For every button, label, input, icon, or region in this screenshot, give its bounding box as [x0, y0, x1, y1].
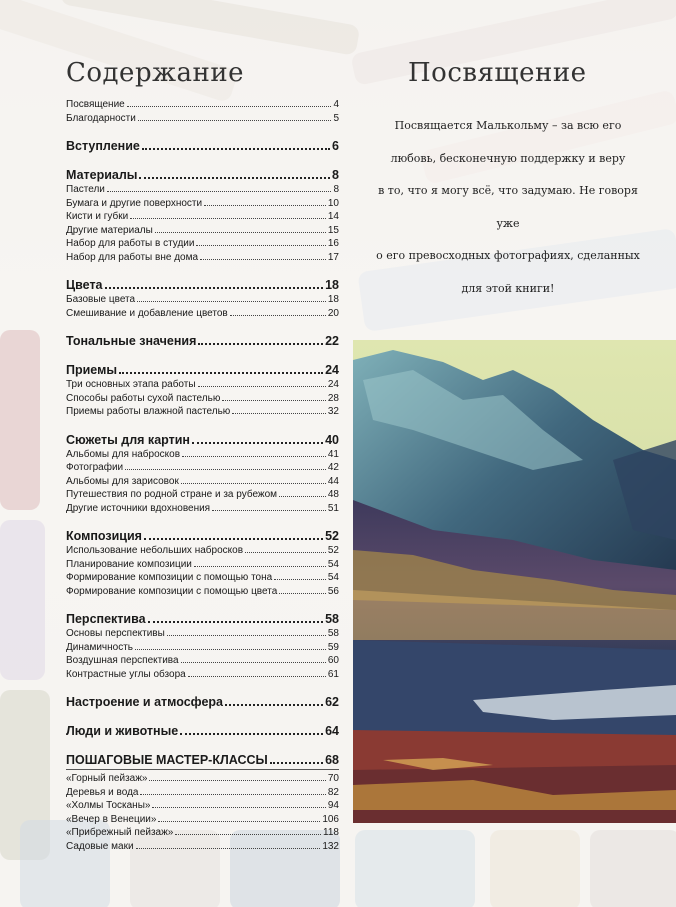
- dot-leader: [274, 579, 326, 580]
- toc-entry-page: 132: [322, 840, 339, 852]
- dot-leader: [144, 538, 323, 540]
- toc-section-heading-page: 64: [325, 724, 339, 738]
- dot-leader: [148, 621, 324, 623]
- toc-entry-page: 32: [327, 406, 339, 417]
- toc-entry-label: Формирование композиции с помощью тона: [66, 572, 273, 583]
- toc-entry-page: 4: [333, 99, 339, 110]
- toc-entry-label: Другие материалы: [66, 224, 153, 236]
- toc-section: [66, 362, 339, 419]
- toc-title: Содержание: [66, 58, 245, 88]
- toc-entry-label: Способы работы сухой пастелью: [66, 392, 221, 404]
- toc-entry-page: 118: [323, 827, 339, 838]
- toc-section-heading-page: 40: [325, 432, 339, 447]
- toc-section: [66, 138, 339, 154]
- toc-entry-label: Бумага и другие поверхности: [66, 197, 203, 209]
- toc-entry-label: «Вечер в Венеции»: [66, 813, 157, 825]
- toc-entry[interactable]: [66, 799, 339, 813]
- toc-section-heading[interactable]: [66, 611, 339, 627]
- toc-entry-page: 106: [322, 813, 339, 825]
- toc-entry[interactable]: [66, 772, 339, 786]
- toc-section: [66, 611, 339, 681]
- toc-section-heading-page: 18: [325, 278, 339, 292]
- toc-section-heading[interactable]: [66, 694, 339, 710]
- dot-leader: [152, 807, 325, 808]
- toc-entry[interactable]: [66, 544, 339, 558]
- toc-entry-page: 54: [327, 558, 339, 570]
- toc-entry-page: 28: [327, 392, 339, 404]
- toc-section: [66, 528, 339, 598]
- toc-entry[interactable]: [66, 197, 339, 211]
- toc-entry[interactable]: [66, 488, 339, 502]
- dot-leader: [212, 510, 326, 511]
- toc-entry-page: 48: [327, 489, 339, 500]
- toc-entry[interactable]: [66, 813, 339, 827]
- toc-entry[interactable]: [66, 571, 339, 585]
- toc-entry-page: 16: [327, 238, 339, 249]
- toc-entry-label: Динамичность: [66, 641, 133, 653]
- dot-leader: [245, 552, 326, 553]
- toc-entry-page: 41: [327, 448, 339, 460]
- toc-entry-page: 51: [327, 502, 339, 514]
- mountain-landscape-painting: [353, 340, 676, 823]
- dot-leader: [198, 343, 323, 345]
- toc-entry-page: 42: [327, 462, 339, 473]
- dedication-line: о его превосходных фотографиях, сделанных: [376, 249, 640, 262]
- toc-entry[interactable]: [66, 98, 339, 112]
- dot-leader: [107, 191, 332, 192]
- toc-section: [66, 432, 339, 516]
- toc-entry-page: 14: [327, 211, 339, 222]
- toc-section: [66, 723, 339, 739]
- toc-entry[interactable]: [66, 293, 339, 307]
- toc-entry-page: 70: [327, 773, 339, 784]
- toc-entry-page: 18: [327, 294, 339, 305]
- dot-leader: [196, 245, 325, 246]
- dot-leader: [105, 287, 324, 289]
- toc-entry[interactable]: [66, 461, 339, 475]
- toc-entry-label: Посвящение: [66, 99, 125, 110]
- toc-entry-label: Путешествия по родной стране и за рубежом: [66, 489, 278, 500]
- dot-leader: [194, 566, 326, 567]
- toc-entry-label: Деревья и вода: [66, 786, 139, 798]
- toc-entry-label: Приемы работы влажной пастелью: [66, 406, 231, 417]
- dot-leader: [188, 676, 326, 677]
- dot-leader: [142, 148, 330, 150]
- dot-leader: [140, 794, 325, 795]
- toc-entry-label: Три основных этапа работы: [66, 379, 196, 390]
- toc-entry-page: 56: [327, 585, 339, 597]
- toc-entry-page: 58: [327, 628, 339, 639]
- toc-entry-label: Воздушная перспектива: [66, 655, 179, 666]
- toc-section-heading-label: Композиция: [66, 529, 142, 543]
- toc-entry-label: «Холмы Тосканы»: [66, 800, 151, 811]
- toc-entry-page: 20: [327, 307, 339, 319]
- toc-section-heading-label: Тональные значения: [66, 334, 197, 348]
- toc-entry-page: 61: [327, 668, 339, 680]
- toc-section-heading[interactable]: [66, 723, 339, 739]
- dot-leader: [279, 593, 326, 594]
- toc-section-heading[interactable]: [66, 167, 339, 183]
- toc-entry-label: Набор для работы в студии: [66, 238, 195, 249]
- dot-leader: [230, 315, 326, 316]
- toc-entry[interactable]: [66, 307, 339, 321]
- toc-entry-label: Другие источники вдохновения: [66, 502, 211, 514]
- toc-entry-page: 52: [327, 545, 339, 556]
- toc-entry[interactable]: [66, 210, 339, 224]
- dedication-title: Посвящение: [408, 58, 587, 88]
- dot-leader: [204, 205, 326, 206]
- toc-entry[interactable]: [66, 641, 339, 655]
- toc-section: [66, 277, 339, 320]
- toc-entry[interactable]: [66, 183, 339, 197]
- toc-entry-label: Альбомы для набросков: [66, 448, 181, 460]
- dot-leader: [182, 456, 326, 457]
- dot-leader: [155, 232, 326, 233]
- toc-section-heading[interactable]: [66, 362, 339, 378]
- toc-section: [66, 167, 339, 264]
- dot-leader: [130, 218, 326, 219]
- toc-entry-label: Контрастные углы обзора: [66, 668, 186, 680]
- toc-entry-page: 94: [327, 800, 339, 811]
- toc-entry[interactable]: [66, 668, 339, 682]
- dot-leader: [139, 177, 330, 179]
- dot-leader: [137, 301, 326, 302]
- table-of-contents: [66, 98, 339, 853]
- toc-entry-label: Альбомы для зарисовок: [66, 475, 179, 487]
- toc-entry-label: Смешивание и добавление цветов: [66, 307, 228, 319]
- toc-entry-label: Использование небольших набросков: [66, 545, 244, 556]
- dot-leader: [136, 848, 321, 849]
- toc-section-heading-page: 52: [325, 529, 339, 543]
- toc-entry[interactable]: [66, 475, 339, 489]
- toc-entry[interactable]: [66, 392, 339, 406]
- dot-leader: [167, 635, 326, 636]
- toc-entry[interactable]: [66, 786, 339, 800]
- dot-leader: [222, 400, 326, 401]
- dot-leader: [127, 106, 332, 107]
- toc-entry-label: Фотографии: [66, 462, 124, 473]
- toc-entry[interactable]: [66, 251, 339, 265]
- toc-section-heading-page: 24: [325, 363, 339, 377]
- dot-leader: [181, 483, 326, 484]
- toc-entry-page: 17: [327, 251, 339, 263]
- toc-entry-label: Кисти и губки: [66, 211, 129, 222]
- toc-entry-label: Планирование композиции: [66, 558, 192, 570]
- toc-section-heading-label: Люди и животные: [66, 724, 179, 738]
- toc-entry-page: 59: [327, 641, 339, 653]
- dot-leader: [135, 649, 326, 650]
- toc-section: [66, 752, 339, 853]
- toc-entry-label: Формирование композиции с помощью цвета: [66, 585, 278, 597]
- toc-entry-page: 10: [327, 197, 339, 209]
- toc-entry-page: 8: [333, 184, 339, 195]
- toc-section-heading-label: ПОШАГОВЫЕ МАСТЕР-КЛАССЫ: [66, 753, 268, 767]
- toc-entry-page: 60: [327, 655, 339, 666]
- toc-entry-page: 15: [327, 224, 339, 236]
- toc-section-heading-label: Цвета: [66, 278, 103, 292]
- toc-entry[interactable]: [66, 558, 339, 572]
- dot-leader: [225, 704, 323, 706]
- toc-entry-label: Основы перспективы: [66, 628, 165, 639]
- toc-entry-label: Базовые цвета: [66, 294, 136, 305]
- toc-entry[interactable]: [66, 627, 339, 641]
- toc-section-heading-label: Сюжеты для картин: [66, 432, 190, 447]
- dot-leader: [158, 821, 320, 822]
- dedication-line: в то, что я могу всё, что задумаю. Не говоря уже: [378, 184, 638, 230]
- dot-leader: [125, 469, 326, 470]
- dot-leader: [138, 120, 332, 121]
- toc-section: [66, 694, 339, 710]
- toc-entry[interactable]: [66, 502, 339, 516]
- toc-entry-page: 5: [333, 112, 339, 124]
- toc-section-heading-page: 58: [325, 612, 339, 626]
- toc-section-heading-label: Материалы: [66, 168, 138, 182]
- toc-section: [66, 333, 339, 349]
- toc-section-heading-page: 8: [332, 168, 339, 182]
- dot-leader: [198, 386, 326, 387]
- toc-entry[interactable]: [66, 378, 339, 392]
- dot-leader: [119, 372, 323, 374]
- dedication-text: [372, 110, 644, 305]
- toc-section-heading-label: Приемы: [66, 363, 118, 377]
- dot-leader: [270, 762, 323, 764]
- toc-entry[interactable]: [66, 840, 339, 854]
- toc-section-heading-label: Перспектива: [66, 612, 146, 626]
- toc-section-heading-page: 22: [325, 334, 339, 348]
- dot-leader: [181, 662, 326, 663]
- toc-entry-page: 24: [327, 379, 339, 390]
- toc-section-heading[interactable]: [66, 432, 339, 448]
- toc-entry[interactable]: [66, 405, 339, 419]
- toc-section-heading[interactable]: [66, 528, 339, 544]
- toc-section-heading[interactable]: [66, 277, 339, 293]
- toc-section-heading-label: Вступление: [66, 139, 140, 153]
- toc-section-heading-label: Настроение и атмосфера: [66, 695, 223, 709]
- toc-entry-label: Садовые маки: [66, 840, 134, 852]
- toc-entry-page: 82: [327, 786, 339, 798]
- toc-section-heading[interactable]: [66, 333, 339, 349]
- dedication-line: для этой книги!: [461, 281, 555, 295]
- toc-entry-page: 54: [327, 572, 339, 583]
- toc-entry[interactable]: [66, 448, 339, 462]
- toc-entry[interactable]: [66, 224, 339, 238]
- toc-section-heading-page: 68: [325, 753, 339, 767]
- toc-entry-label: «Прибрежный пейзаж»: [66, 827, 174, 838]
- toc-section-heading[interactable]: [66, 138, 339, 154]
- toc-entry[interactable]: [66, 654, 339, 668]
- dot-leader: [232, 413, 326, 414]
- toc-section-heading[interactable]: [66, 752, 339, 770]
- dedication-line: Посвящается Малькольму – за всю его: [394, 119, 622, 132]
- dot-leader: [175, 834, 321, 835]
- toc-section-heading-page: 6: [332, 139, 339, 153]
- toc-entry-label: «Горный пейзаж»: [66, 773, 148, 784]
- toc-entry-page: 44: [327, 475, 339, 487]
- dot-leader: [149, 780, 325, 781]
- toc-entry[interactable]: [66, 112, 339, 126]
- dot-leader: [279, 496, 326, 497]
- toc-entry[interactable]: [66, 826, 339, 840]
- toc-entry[interactable]: [66, 237, 339, 251]
- toc-section-heading-page: 62: [325, 695, 339, 709]
- toc-entry-label: Пастели: [66, 184, 105, 195]
- toc-section: [66, 98, 339, 125]
- dot-leader: [200, 259, 326, 260]
- dedication-line: любовь, бесконечную поддержку и веру: [390, 151, 626, 165]
- dot-leader: [180, 733, 323, 735]
- toc-entry-label: Набор для работы вне дома: [66, 251, 199, 263]
- toc-entry-label: Благодарности: [66, 112, 136, 124]
- dot-leader: [192, 442, 323, 444]
- toc-entry[interactable]: [66, 585, 339, 599]
